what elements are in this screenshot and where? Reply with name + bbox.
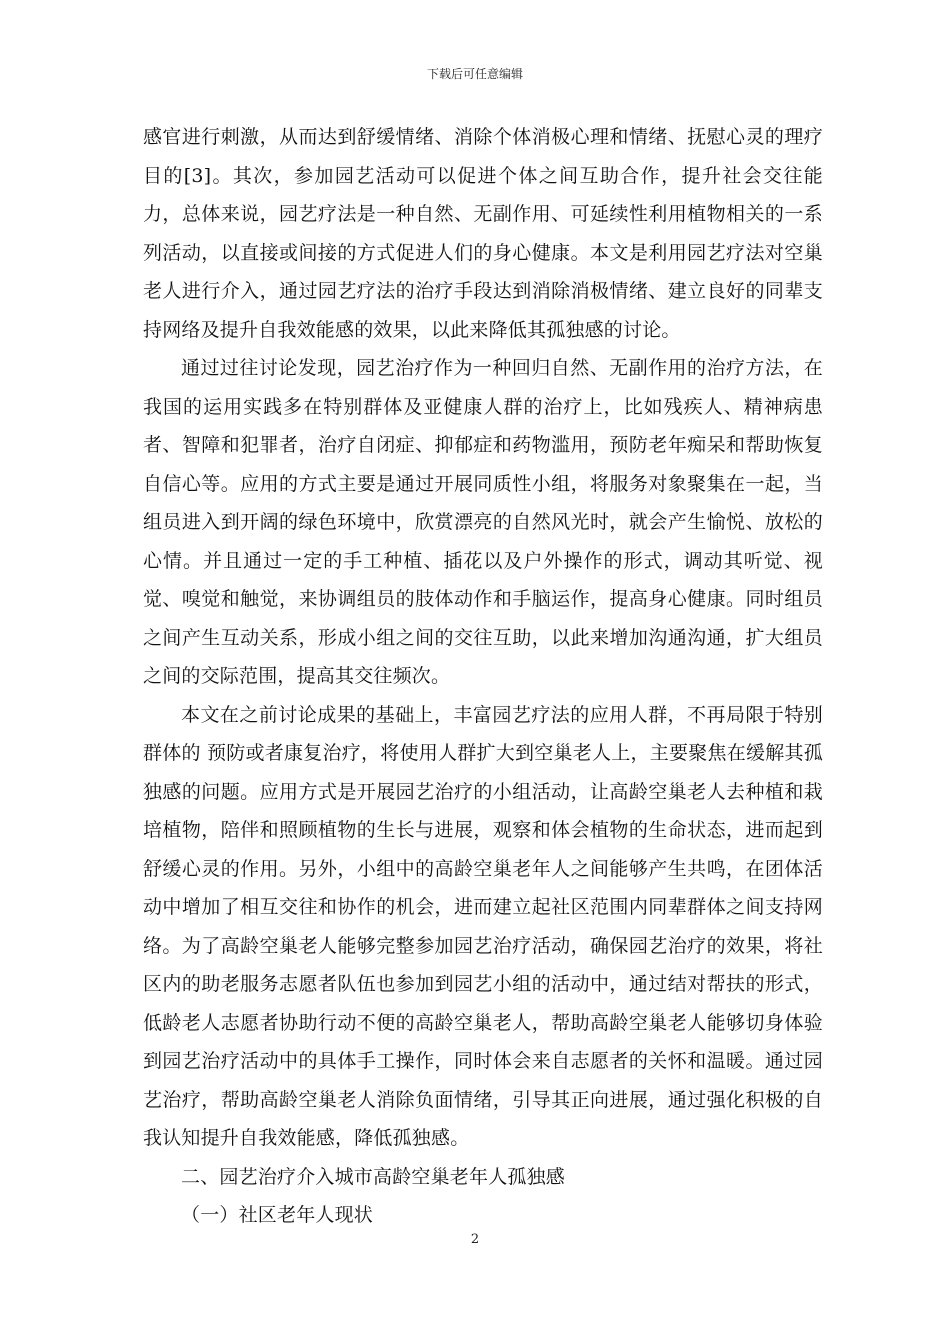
document-body xyxy=(143,118,823,1235)
subsection-heading: （一）社区老年人现状 xyxy=(181,1204,374,1226)
page-number: 2 xyxy=(470,1232,480,1247)
page-header-note: 下载后可任意编辑 xyxy=(426,67,523,81)
paragraph-continuation: 感官进行刺激，从而达到舒缓情绪、消除个体消极心理和情绪、抚慰心灵的理疗目的[3]。其次，参加园艺活动可以促进个体之间互助合作，提升社会交往能力，总体来说，园艺疗法是一种自然、无副作用、可延续性利用植物相关的一系列活动，以直接或间接的方式促进人们的身心健康。本文是利用园艺疗法对空巢老人进行介入，通过园艺疗法的治疗手段达到消除消极情绪、建立良好的同辈支持网络及提升自我效能感的效果，以此来降低其孤独感的讨论。 xyxy=(143,126,823,341)
section-heading: 二、园艺治疗介入城市高龄空巢老年人孤独感 xyxy=(181,1165,566,1188)
paragraph-current-study: 本文在之前讨论成果的基础上，丰富园艺疗法的应用人群，不再局限于特别群体的 预防或者康复治疗，将使用人群扩大到空巢老人上，主要聚焦在缓解其孤独感的问题。应用方式是开展园艺治疗的小组活动，让高龄空巢老人去种植和栽培植物，陪伴和照顾植物的生长与进展，观察和体会植物的生命状态，进而起到舒缓心灵的作用。另外，小组中的高龄空巢老年人之间能够产生共鸣，在团体活动中增加了相互交往和协作的机会，进而建立起社区范围内同辈群体之间支持网络。为了高龄空巢老人能够完整参加园艺治疗活动，确保园艺治疗的效果，将社区内的助老服务志愿者队伍也参加到园艺小组的活动中，通过结对帮扶的形式，低龄老人志愿者协助行动不便的高龄空巢老人，帮助高龄空巢老人能够切身体验到园艺治疗活动中的具体手工操作，同时体会来自志愿者的关怀和温暖。通过园艺治疗，帮助高龄空巢老人消除负面情绪，引导其正向进展，通过强化积极的自我认知提升自我效能感，降低孤独感。 xyxy=(143,703,823,1149)
paragraph-past-research: 通过过往讨论发现，园艺治疗作为一种回归自然、无副作用的治疗方法，在我国的运用实践多在特别群体及亚健康人群的治疗上，比如残疾人、精神病患者、智障和犯罪者，治疗自闭症、抑郁症和药物滥用，预防老年痴呆和帮助恢复自信心等。应用的方式主要是通过开展同质性小组，将服务对象聚集在一起，当组员进入到开阔的绿色环境中，欣赏漂亮的自然风光时，就会产生愉悦、放松的心情。并且通过一定的手工种植、插花以及户外操作的形式，调动其听觉、视觉、嗅觉和触觉，来协调组员的肢体动作和手脑运作，提高身心健康。同时组员之间产生互动关系，形成小组之间的交往互助，以此来增加沟通沟通，扩大组员之间的交际范围，提高其交往频次。 xyxy=(143,357,823,687)
